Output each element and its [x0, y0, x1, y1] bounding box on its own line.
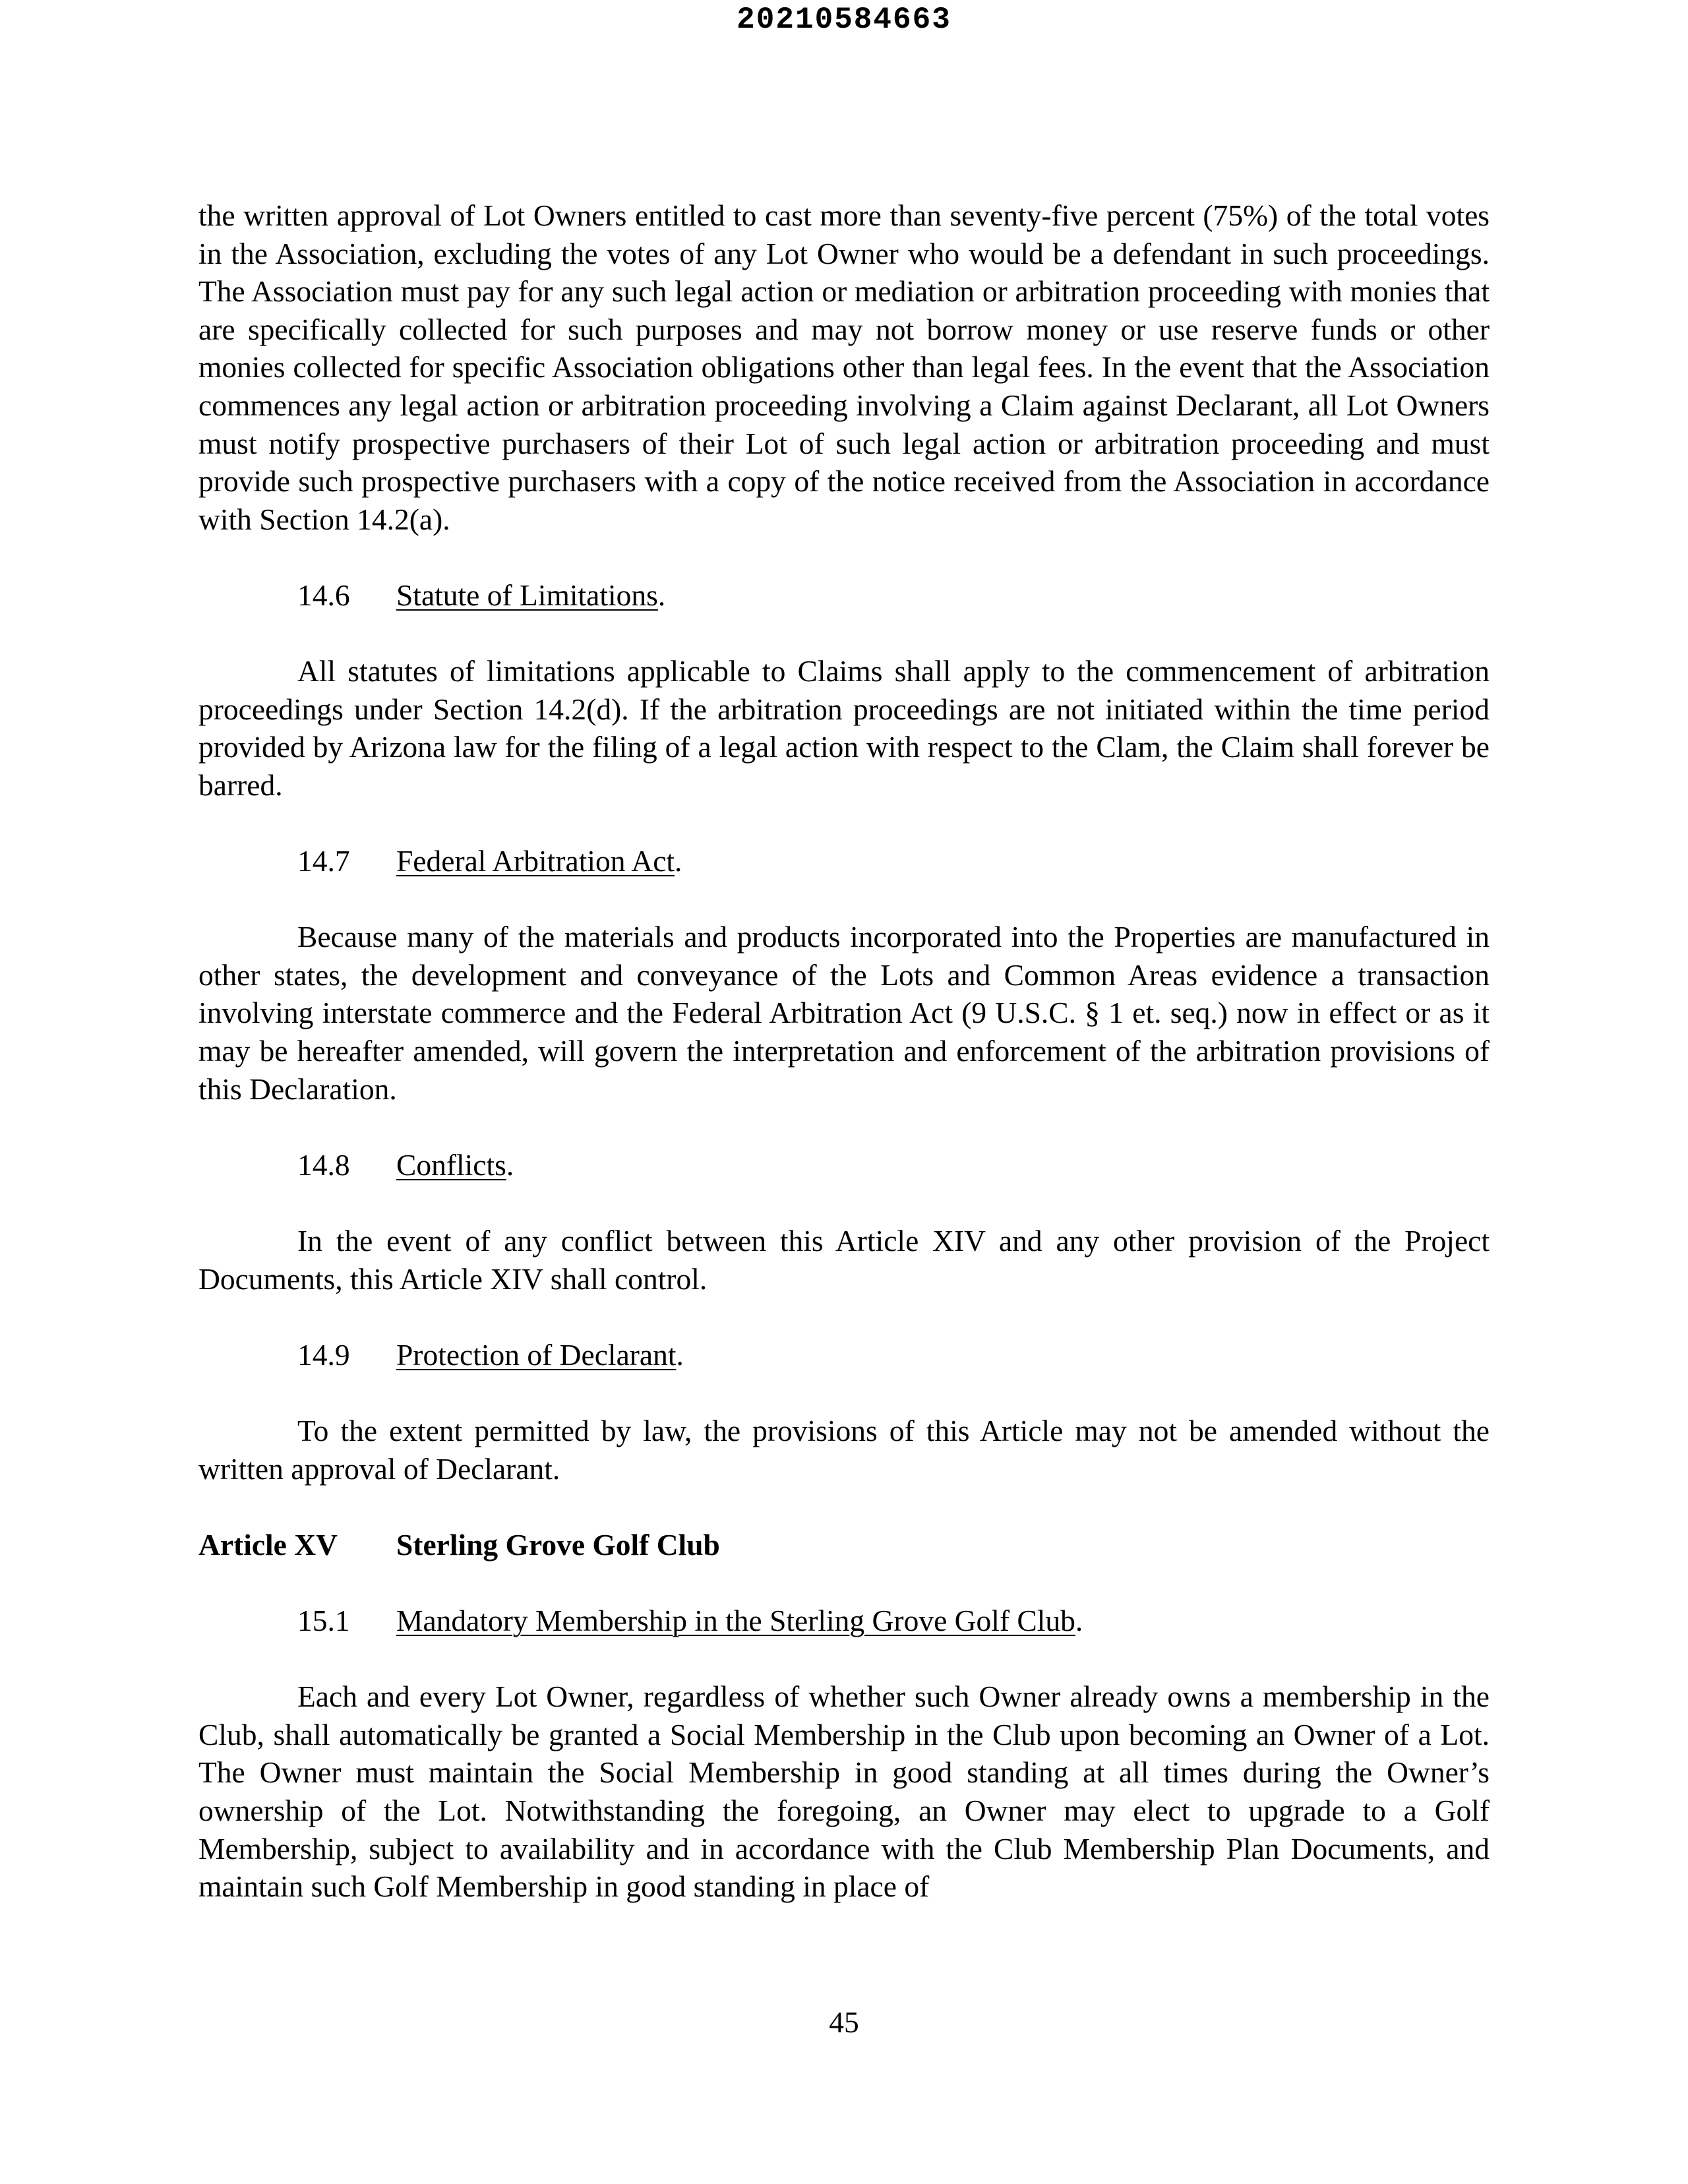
section-14-9-text: To the extent permitted by law, the provisions of this Article may not be amended without the written approval of Declarant. — [198, 1414, 1490, 1486]
page-body — [198, 197, 1490, 1943]
heading-period: . — [657, 578, 666, 612]
section-number: 14.8 — [297, 1147, 350, 1182]
section-title: Protection of Declarant — [396, 1337, 677, 1372]
section-14-8-heading — [198, 1146, 1490, 1184]
heading-period: . — [506, 1147, 514, 1182]
section-15-1-heading — [198, 1602, 1490, 1640]
section-14-6-text: All statutes of limitations applicable to Claims shall apply to the commencement of arbitration proceedings under Section 14.2(d). If the arbitration proceedings are not initiated within the time period provided by Arizona law for the filing of a legal action with respect to the Clam, the Claim shall forever be barred. — [198, 654, 1490, 802]
section-14-6-heading — [198, 576, 1490, 615]
section-number: 14.9 — [297, 1337, 350, 1372]
section-title: Mandatory Membership in the Sterling Grove Golf Club — [396, 1603, 1075, 1637]
section-number: 14.7 — [297, 844, 350, 878]
section-title: Conflicts — [396, 1147, 506, 1182]
section-number: 15.1 — [297, 1603, 350, 1637]
article-title: Sterling Grove Golf Club — [396, 1527, 720, 1562]
heading-period: . — [1075, 1603, 1083, 1637]
section-14-8-text: In the event of any conflict between this Article XIV and any other provision of the Project Documents, this Article XIV shall control. — [198, 1224, 1490, 1296]
article-xv-heading — [198, 1526, 1490, 1564]
section-title: Federal Arbitration Act — [396, 844, 675, 878]
document-number: 20210584663 — [737, 3, 951, 37]
heading-period: . — [675, 844, 682, 878]
page-number: 45 — [829, 2005, 859, 2039]
heading-period: . — [676, 1337, 684, 1372]
section-14-7-text: Because many of the materials and products incorporated into the Properties are manufactured in other states, the development and conveyance of the Lots and Common Areas evidence a transaction involving interstate commerce and the Federal Arbitration Act (9 U.S.C. § 1 et. seq.) now in effect or as it may be hereafter amended, will govern the interpretation and enforcement of the arbitration provisions of this Declaration. — [198, 920, 1490, 1106]
section-15-1-text: Each and every Lot Owner, regardless of whether such Owner already owns a membership in the Club, shall automatically be granted a Social Membership in the Club upon becoming an Owner of a Lot. The Owner must maintain the Social Membership in good standing at all times during the Owner’s ownership of the Lot. Notwithstanding the foregoing, an Owner may elect to upgrade to a Golf Membership, subject to availability and in accordance with the Club Membership Plan Documents, and maintain such Golf Membership in good standing in place of — [198, 1680, 1490, 1904]
section-14-7-heading — [198, 842, 1490, 880]
article-number: Article XV — [198, 1527, 338, 1562]
section-number: 14.6 — [297, 578, 350, 612]
section-title: Statute of Limitations — [396, 578, 658, 612]
section-14-9-heading — [198, 1336, 1490, 1374]
intro-paragraph: the written approval of Lot Owners entitled to cast more than seventy-five percent (75%) of the total votes in the Association, excluding the votes of any Lot Owner who would be a defendant in such proceedings. The Association must pay for any such legal action or mediation or arbitration proceeding with monies that are specifically collected for such purposes and may not borrow money or use reserve funds or other monies collected for specific Association obligations other than legal fees. In the event that the Association commences any legal action or arbitration proceeding involving a Claim against Declarant, all Lot Owners must notify prospective purchasers of their Lot of such legal action or arbitration proceeding and must provide such prospective purchasers with a copy of the notice received from the Association in accordance with Section 14.2(a). — [198, 198, 1490, 536]
